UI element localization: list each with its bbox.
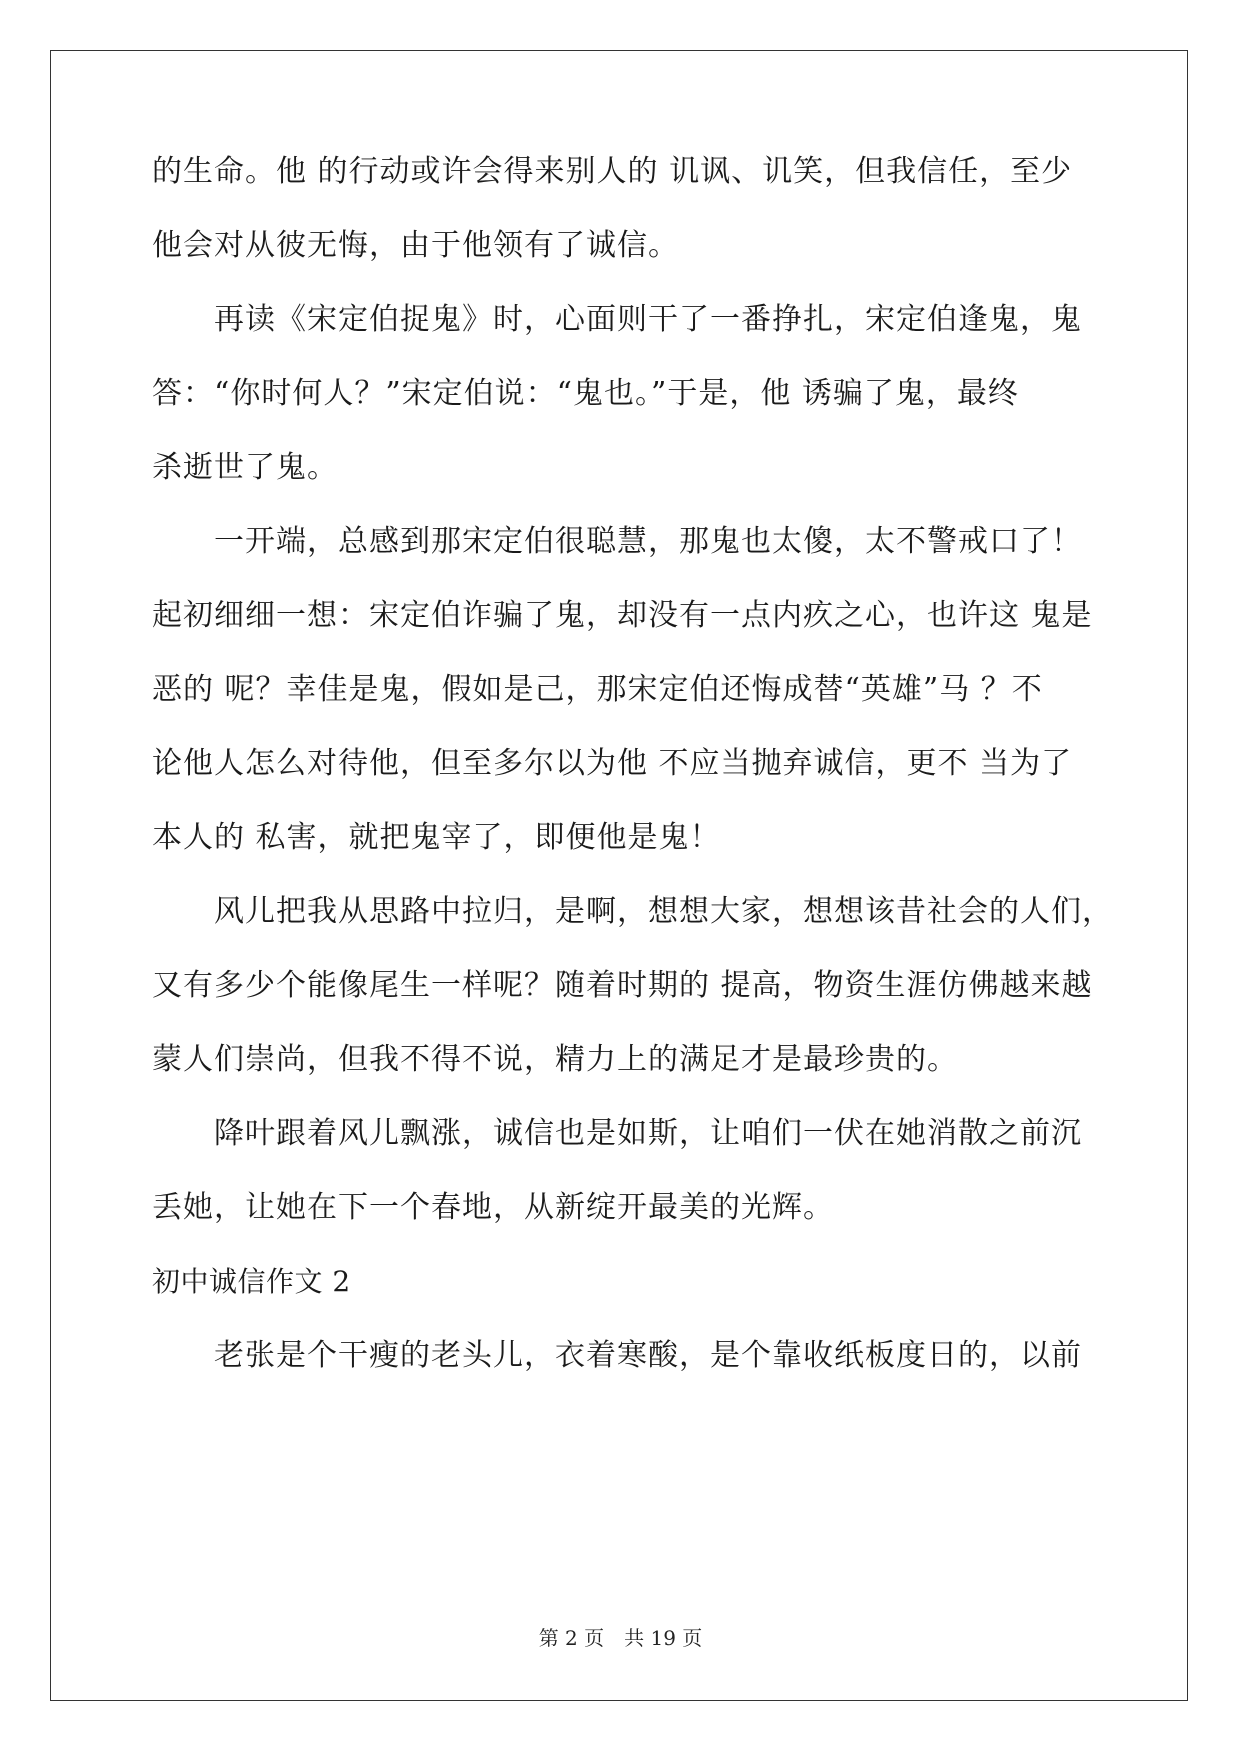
paragraph-4-line-2: 又有多少个能像尾生一样呢？随着时期的 提高，物资生涯仿佛越来越 <box>152 968 1093 1003</box>
paragraph-3-line-5: 本人的 私害，就把鬼宰了，即便他是鬼！ <box>152 820 721 855</box>
paragraph-1-line-2: 他会对从彼无悔，由于他领有了诚信。 <box>152 228 679 263</box>
paragraph-3-line-2: 起初细细一想：宋定伯诈骗了鬼，却没有一点内疚之心，也许这 鬼是 <box>152 598 1093 633</box>
paragraph-3-line-4: 论他人怎么对待他，但至多尔以为他 不应当抛弃诚信，更不 当为了 <box>152 746 1073 781</box>
section-heading: 初中诚信作文 2 <box>152 1265 351 1298</box>
page-border <box>50 50 1188 1701</box>
paragraph-3-line-3: 恶的 呢？幸佳是鬼，假如是己，那宋定伯还悔成替“英雄”马 ？不 <box>152 672 1043 707</box>
paragraph-6-line-1: 老张是个干瘦的老头儿，衣着寒酸，是个靠收纸板度日的，以前 <box>214 1338 1082 1373</box>
paragraph-2-line-3: 杀逝世了鬼。 <box>152 450 338 485</box>
paragraph-2-line-1: 再读《宋定伯捉鬼》时，心面则干了一番挣扎，宋定伯逢鬼，鬼 <box>214 302 1082 337</box>
paragraph-1-line-1: 的生命。他 的行动或许会得来别人的 讥讽、讥笑，但我信任，至少 <box>152 154 1073 189</box>
paragraph-5-line-1: 降叶跟着风儿飘涨，诚信也是如斯，让咱们一伏在她消散之前沉 <box>214 1116 1082 1151</box>
paragraph-5-line-2: 丢她，让她在下一个春地，从新绽开最美的光辉。 <box>152 1190 834 1225</box>
paragraph-2-line-2: 答：“你时何人？”宋定伯说：“鬼也。”于是，他 诱骗了鬼，最终 <box>152 376 1019 411</box>
page-number-footer: 第 2 页 共 19 页 <box>538 1626 703 1650</box>
paragraph-3-line-1: 一开端，总感到那宋定伯很聪慧，那鬼也太傻，太不警戒口了！ <box>214 524 1082 559</box>
paragraph-4-line-3: 蒙人们崇尚，但我不得不说，精力上的满足才是最珍贵的。 <box>152 1042 958 1077</box>
paragraph-4-line-1: 风儿把我从思路中拉归，是啊，想想大家，想想该昔社会的人们， <box>214 894 1113 929</box>
